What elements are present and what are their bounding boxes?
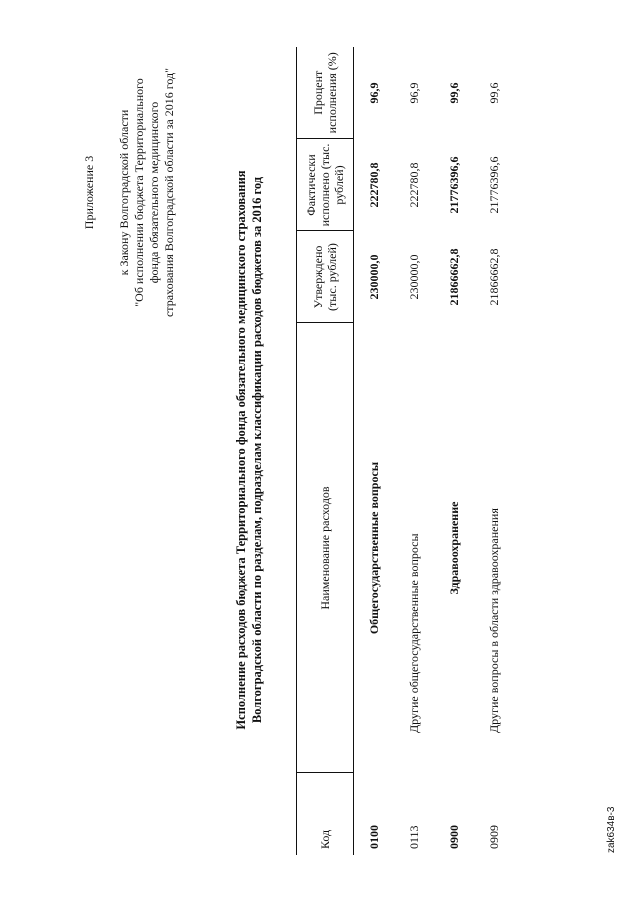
- header-percent: Процент исполнения (%): [297, 47, 354, 139]
- row-approved: 21866662,8: [486, 248, 501, 306]
- row-code: 0100: [366, 825, 381, 849]
- row-actual: 21776396,6: [486, 156, 501, 214]
- document-title-line: Волгоградской области по разделам, подразделам классификации расходов бюджетов за 2016 год: [250, 176, 264, 724]
- row-name: Общегосударственные вопросы: [366, 461, 381, 635]
- row-approved: 230000,0: [406, 254, 421, 300]
- row-percent: 99,6: [486, 82, 501, 104]
- appendix-line: "Об исполнении бюджета Территориального: [132, 78, 146, 307]
- row-approved: 21866662,8: [446, 248, 461, 306]
- row-actual: 21776396,6: [446, 156, 461, 214]
- row-percent: 96,9: [366, 82, 381, 104]
- table-row: [354, 47, 395, 855]
- table-row: [474, 47, 514, 855]
- appendix-line: страхования Волгоградской области за 2016 год": [162, 67, 176, 318]
- header-actual: Фактически исполнено (тыс. рублей): [297, 139, 354, 231]
- row-actual: 222780,8: [406, 162, 421, 208]
- table-header-row: [297, 47, 354, 855]
- document-title: [233, 65, 265, 835]
- row-percent: 99,6: [446, 82, 461, 104]
- table-row: [434, 47, 474, 855]
- appendix-header: [82, 25, 177, 360]
- row-approved: 230000,0: [366, 254, 381, 300]
- appendix-line: к Закону Волгоградской области: [117, 109, 131, 276]
- row-name: Другие вопросы в области здравоохранения: [486, 508, 501, 733]
- header-approved: Утверждено (тыс. рублей): [297, 231, 354, 323]
- row-name: Другие общегосударственные вопросы: [406, 533, 421, 733]
- row-code: 0900: [446, 825, 461, 849]
- row-percent: 96,9: [406, 82, 421, 104]
- footer-document-code: zak634в-3: [606, 806, 617, 853]
- row-code: 0113: [406, 825, 421, 849]
- document-title-line: Исполнение расходов бюджета Территориального фонда обязательного медицинского страхования: [234, 170, 248, 730]
- header-code: Код: [297, 773, 354, 855]
- row-actual: 222780,8: [366, 162, 381, 208]
- appendix-line: фонда обязательного медицинского: [147, 101, 161, 284]
- header-name: Наименование расходов: [297, 323, 354, 773]
- expenditure-table: [296, 47, 514, 855]
- row-code: 0909: [486, 825, 501, 849]
- appendix-title: Приложение 3: [82, 155, 96, 230]
- row-name: Здравоохранение: [446, 501, 461, 595]
- table-row: [394, 47, 434, 855]
